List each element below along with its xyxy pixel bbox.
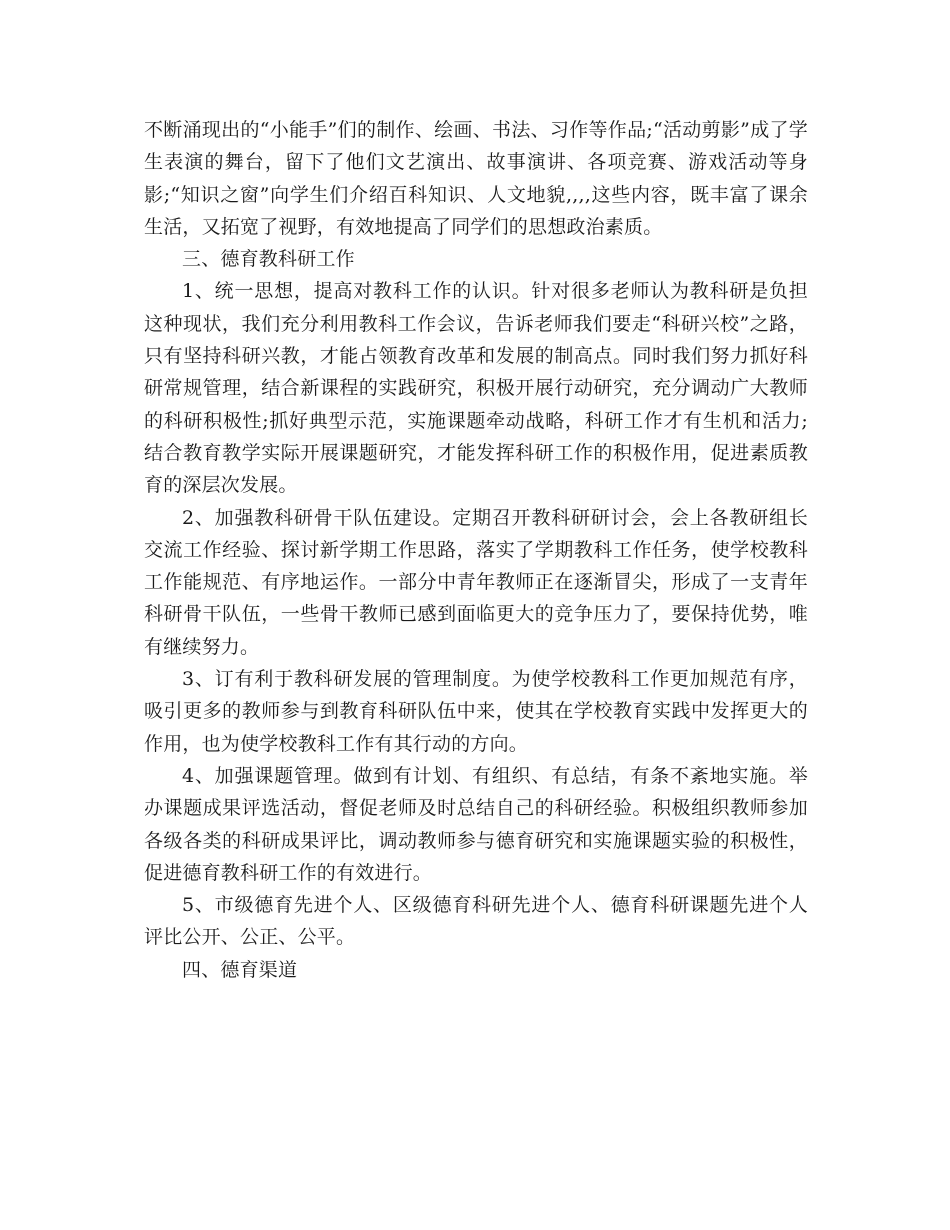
paragraph-continuation: 不断涌现出的“小能手”们的制作、绘画、书法、习作等作品;“活动剪影”成了学生表演的舞台，留下了他们文艺演出、故事演讲、各项竞赛、游戏活动等身影;“知识之窗”向学生们介绍百科知识、人文地貌,,,,这些内容，既丰富了课余生活，又拓宽了视野，有效地提高了同学们的思想政治素质。 — [144, 119, 808, 238]
paragraph-item-3: 3、订有利于教科研发展的管理制度。为使学校教科工作更加规范有序，吸引更多的教师参与到教育科研队伍中来，使其在学校教育实践中发挥更大的作用，也为使学校教科工作有其行动的方向。 — [144, 668, 808, 755]
section-heading-4: 四、德育渠道 — [182, 958, 298, 981]
paragraph-item-5: 5、市级德育先进个人、区级德育科研先进个人、德育科研课题先进个人评比公开、公正、公平。 — [144, 894, 808, 949]
paragraph-item-1: 1、统一思想，提高对教科工作的认识。针对很多老师认为教科研是负担这种现状，我们充分利用教科工作会议，告诉老师我们要走“科研兴校”之路，只有坚持科研兴教，才能占领教育改革和发展的制高点。同时我们努力抓好科研常规管理，结合新课程的实践研究，积极开展行动研究，充分调动广大教师的科研积极性;抓好典型示范，实施课题牵动战略，科研工作才有生机和活力;结合教育教学实际开展课题研究，才能发挥科研工作的积极作用，促进素质教育的深层次发展。 — [144, 280, 808, 497]
document-body — [144, 114, 808, 986]
section-heading-3: 三、德育教科研工作 — [182, 248, 355, 271]
paragraph-item-4: 4、加强课题管理。做到有计划、有组织、有总结，有条不紊地实施。举办课题成果评选活动，督促老师及时总结自己的科研经验。积极组织教师参加各级各类的科研成果评比，调动教师参与德育研究和实施课题实验的积极性，促进德育教科研工作的有效进行。 — [144, 764, 808, 884]
paragraph-item-2: 2、加强教科研骨干队伍建设。定期召开教科研研讨会，会上各教研组长交流工作经验、探讨新学期工作思路，落实了学期教科工作任务，使学校教科工作能规范、有序地运作。一部分中青年教师正在逐渐冒尖，形成了一支青年科研骨干队伍，一些骨干教师已感到面临更大的竞争压力了，要保持优势，唯有继续努力。 — [144, 506, 808, 658]
